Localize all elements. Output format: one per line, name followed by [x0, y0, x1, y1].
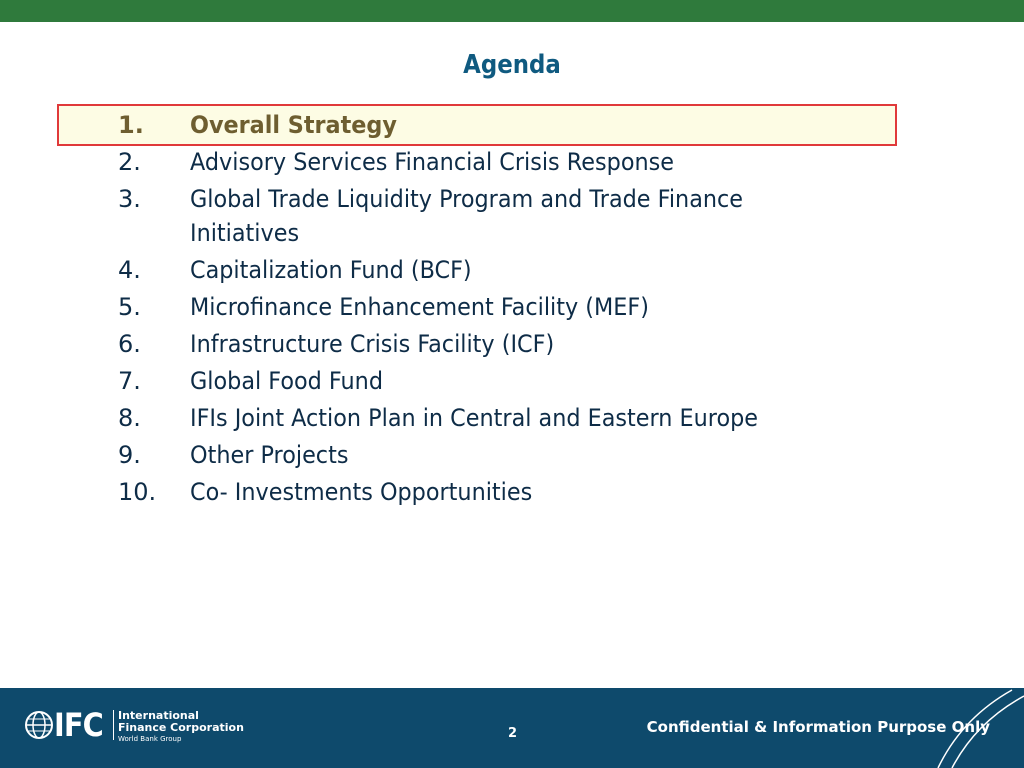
- agenda-item-number: 3.: [118, 185, 141, 213]
- agenda-item-number: 7.: [118, 367, 141, 395]
- agenda-item-advisory-services: [0, 145, 1024, 179]
- organization-name-line2: Finance Corporation: [118, 721, 244, 734]
- agenda-item-microfinance: [0, 290, 1024, 324]
- agenda-item-text: Infrastructure Crisis Facility (ICF): [190, 330, 555, 358]
- agenda-item-ifis-joint-action: [0, 401, 1024, 435]
- agenda-item-text: Overall Strategy: [190, 111, 397, 139]
- agenda-item-number: 5.: [118, 293, 141, 321]
- organization-name-line1: International: [118, 709, 199, 722]
- logo-divider: [113, 710, 114, 740]
- top-bar: [0, 0, 1024, 22]
- agenda-item-number: 6.: [118, 330, 141, 358]
- agenda-item-text: Advisory Services Financial Crisis Response: [190, 148, 674, 176]
- agenda-item-number: 8.: [118, 404, 141, 432]
- agenda-item-text: Global Trade Liquidity Program and Trade Finance Initiatives: [190, 185, 744, 247]
- world-globe-icon: [24, 710, 54, 740]
- agenda-item-text: IFIs Joint Action Plan in Central and Eastern Europe: [190, 404, 759, 432]
- agenda-item-text: Other Projects: [190, 441, 349, 469]
- agenda-item-other-projects: [0, 438, 1024, 472]
- agenda-list: [0, 108, 1024, 512]
- agenda-item-number: 10.: [118, 478, 157, 506]
- agenda-item-overall-strategy: [0, 108, 1024, 142]
- agenda-item-global-trade: [0, 182, 1024, 250]
- organization-name: [118, 710, 244, 734]
- slide-title: Agenda: [463, 50, 561, 80]
- organization-subtitle: World Bank Group: [118, 735, 182, 743]
- agenda-item-global-food-fund: [0, 364, 1024, 398]
- confidential-notice: Confidential & Information Purpose Only: [646, 718, 990, 736]
- agenda-item-co-investments: [0, 475, 1024, 509]
- agenda-item-text: Microfinance Enhancement Facility (MEF): [190, 293, 649, 321]
- agenda-item-infrastructure: [0, 327, 1024, 361]
- page-number: 2: [508, 726, 518, 741]
- agenda-item-number: 4.: [118, 256, 141, 284]
- agenda-item-number: 9.: [118, 441, 141, 469]
- decorative-swoosh: [900, 688, 1024, 768]
- agenda-item-number: 2.: [118, 148, 141, 176]
- agenda-item-text: Capitalization Fund (BCF): [190, 256, 472, 284]
- agenda-item-text: Co- Investments Opportunities: [190, 478, 533, 506]
- ifc-logo-text: IFC: [54, 706, 103, 744]
- footer-bar: [0, 688, 1024, 768]
- agenda-item-capitalization-fund: [0, 253, 1024, 287]
- agenda-item-number: 1.: [118, 111, 144, 139]
- agenda-item-text: Global Food Fund: [190, 367, 383, 395]
